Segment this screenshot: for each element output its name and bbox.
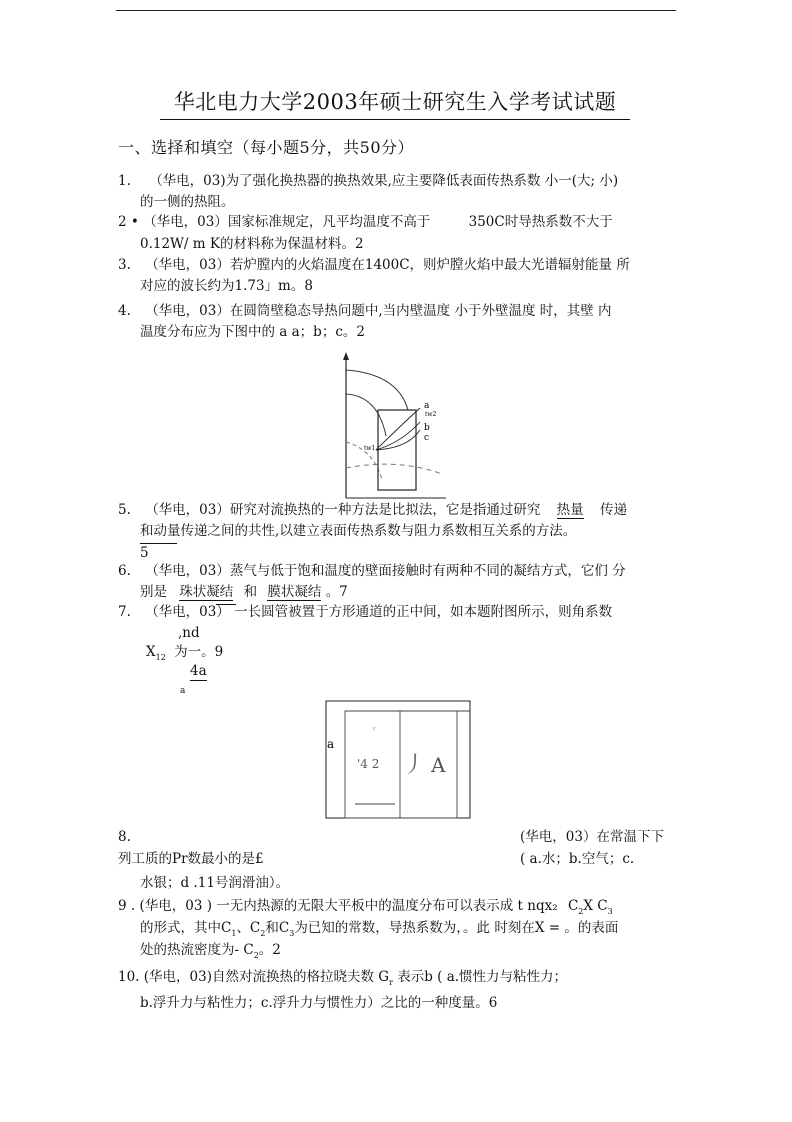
question-text: 为已知的常数，导热系数为，。此 时刻在X = 。的表面	[294, 920, 619, 936]
question-2-line-1	[118, 213, 613, 231]
question-text: 处的热流密度为- C	[140, 942, 254, 958]
question-number: 6.	[118, 563, 131, 579]
label-b: b	[424, 423, 430, 433]
question-number: 3.	[118, 257, 131, 273]
label-tw1: tw1	[364, 445, 376, 452]
question-text: 和C	[265, 920, 290, 936]
label-c: c	[424, 433, 430, 443]
question-1-line-1	[118, 172, 618, 190]
question-text: （华电，03）研究对流换热的一种方法是比拟法，它是指通过研究	[145, 502, 541, 518]
question-number: 1.	[118, 173, 131, 189]
question-text: 和	[243, 584, 258, 600]
question-text: （华电，03）国家标准规定，凡平均温度不高于	[143, 214, 431, 230]
question-8-right-2: ( a.水；b.空气；c.	[520, 851, 635, 867]
question-5-line-3: 5	[140, 543, 177, 562]
const-c3: C	[597, 898, 608, 914]
label-tw2: tw2	[425, 411, 437, 418]
question-7-formula	[146, 643, 223, 667]
question-10-line-2: b.浮升力与粘性力；c.浮升力与惯性力）之比的一种度量。6	[140, 995, 498, 1011]
question-8-right-1: (华电，03）在常温下下	[520, 829, 664, 845]
subscript: 3	[289, 929, 295, 938]
question-text: （华电，03)为了强化换热器的换热效果,应主要降低表面传热系数 小一(大; 小)	[149, 173, 619, 189]
question-1-line-2: 的一侧的热阻。	[140, 194, 235, 210]
small-label: r	[373, 726, 376, 732]
question-text: 350C时导热系数不大于	[468, 214, 613, 230]
const-c2: C	[567, 898, 579, 914]
page-title: 华北电力大学2003年硕士研究生入学考试试题	[160, 86, 630, 120]
wall-section-box	[378, 410, 416, 490]
question-text: 、C	[236, 920, 261, 936]
question-8-line-3: 水银；d .11号润滑油）。	[140, 875, 290, 891]
subscript: 1	[231, 929, 237, 938]
question-7-line-1	[118, 603, 612, 621]
question-number: 5.	[118, 502, 131, 518]
question-text: （华电，03）若炉膛内的火焰温度在1400C，则炉膛火焰中最大光谱辐射能量 所	[145, 257, 630, 273]
question-number: 4.	[118, 303, 131, 319]
const-c2-subscript: 2	[578, 907, 584, 916]
outer-arc	[346, 370, 408, 410]
question-8-line-2: 列工质的Pr数最小的是£	[118, 851, 264, 867]
subscript: r	[389, 978, 393, 987]
question-3-line-1	[118, 256, 630, 274]
square-duct-figure	[325, 700, 471, 820]
section-heading: 一、选择和填空（每小题5分，共50分）	[118, 138, 415, 157]
question-number: 9 .	[118, 898, 136, 914]
header-rule	[116, 10, 676, 11]
question-text: （华电，03）蒸气与低于饱和温度的壁面接触时有两种不同的凝结方式，它们 分	[145, 563, 626, 579]
question-5-line-1	[118, 501, 627, 519]
answer-heat: 热量	[556, 502, 584, 518]
fraction-numerator: 4a	[190, 663, 207, 679]
view-factor-subscript: 12	[155, 653, 166, 662]
question-4-line-1	[118, 302, 612, 320]
overline-mark	[216, 604, 236, 605]
question-text: （华电，03）在圆筒壁稳态导热问题中,当内壁温度 小于外壁温度 时，其壁 内	[145, 303, 612, 319]
subscript: 2	[253, 951, 259, 960]
question-9-line-2	[140, 919, 618, 943]
question-text: 。2	[258, 942, 281, 958]
question-text: 。7	[325, 584, 348, 600]
question-2-line-2: 0.12W/ m K的材料称为保温材料。2	[140, 236, 364, 252]
question-9-line-3	[140, 941, 281, 965]
middle-arc	[346, 394, 386, 436]
question-text: (华电，03 ) 一无内热源的无限大平板中的温度分布可以表示成 t nqx₂	[139, 898, 558, 914]
view-factor-symbol: X	[146, 644, 156, 660]
y-axis-arrow	[343, 352, 349, 360]
var-x: X	[583, 898, 593, 914]
question-4-line-2: 温度分布应为下图中的 a a；b；c。2	[140, 324, 365, 340]
dashed-baseline	[346, 464, 442, 474]
side-label-a: a	[327, 737, 335, 751]
question-9-line-1	[118, 897, 613, 921]
question-7-nd: ,nd	[178, 625, 200, 641]
question-5-line-2: 和动量传递之间的共性,以建立表面传热系数与阻力系数相互关系的方法。	[140, 523, 577, 539]
fraction-denominator: a	[180, 686, 186, 696]
mid-label: '4 2	[357, 757, 380, 771]
answer-dropwise: 珠状凝结	[179, 584, 234, 600]
question-text: 表示b ( a.惯性力与粘性力；	[397, 969, 568, 985]
question-text: 为一。9	[174, 644, 224, 660]
const-c3-subscript: 3	[607, 907, 613, 916]
question-number: 10.	[118, 969, 140, 985]
question-3-line-2: 对应的波长约为1.73」m。8	[140, 278, 313, 294]
question-8-number: 8.	[118, 829, 131, 845]
question-10-line-1	[118, 968, 567, 992]
glyph-a: A	[431, 753, 446, 777]
question-text: (华电，03)自然对流换热的格拉晓夫数 G	[143, 969, 390, 985]
question-text: （华电，03） 一长圆管被置于方形通道的正中间，如本题附图所示，则角系数	[145, 604, 613, 620]
answer-filmwise: 膜状凝结	[267, 584, 322, 600]
question-text: 的形式，其中C	[140, 920, 232, 936]
label-a: a	[424, 401, 430, 411]
subscript: 2	[260, 929, 266, 938]
question-6-line-2	[140, 583, 348, 601]
question-number: 7.	[118, 604, 131, 620]
question-6-line-1	[118, 562, 626, 580]
question-text: 别是	[140, 584, 167, 600]
glyph-j: 丿	[403, 753, 426, 778]
cylinder-wall-figure	[338, 350, 448, 500]
question-text: 传递	[599, 502, 627, 518]
duct-outer	[326, 701, 470, 818]
question-number: 2 •	[118, 214, 139, 230]
